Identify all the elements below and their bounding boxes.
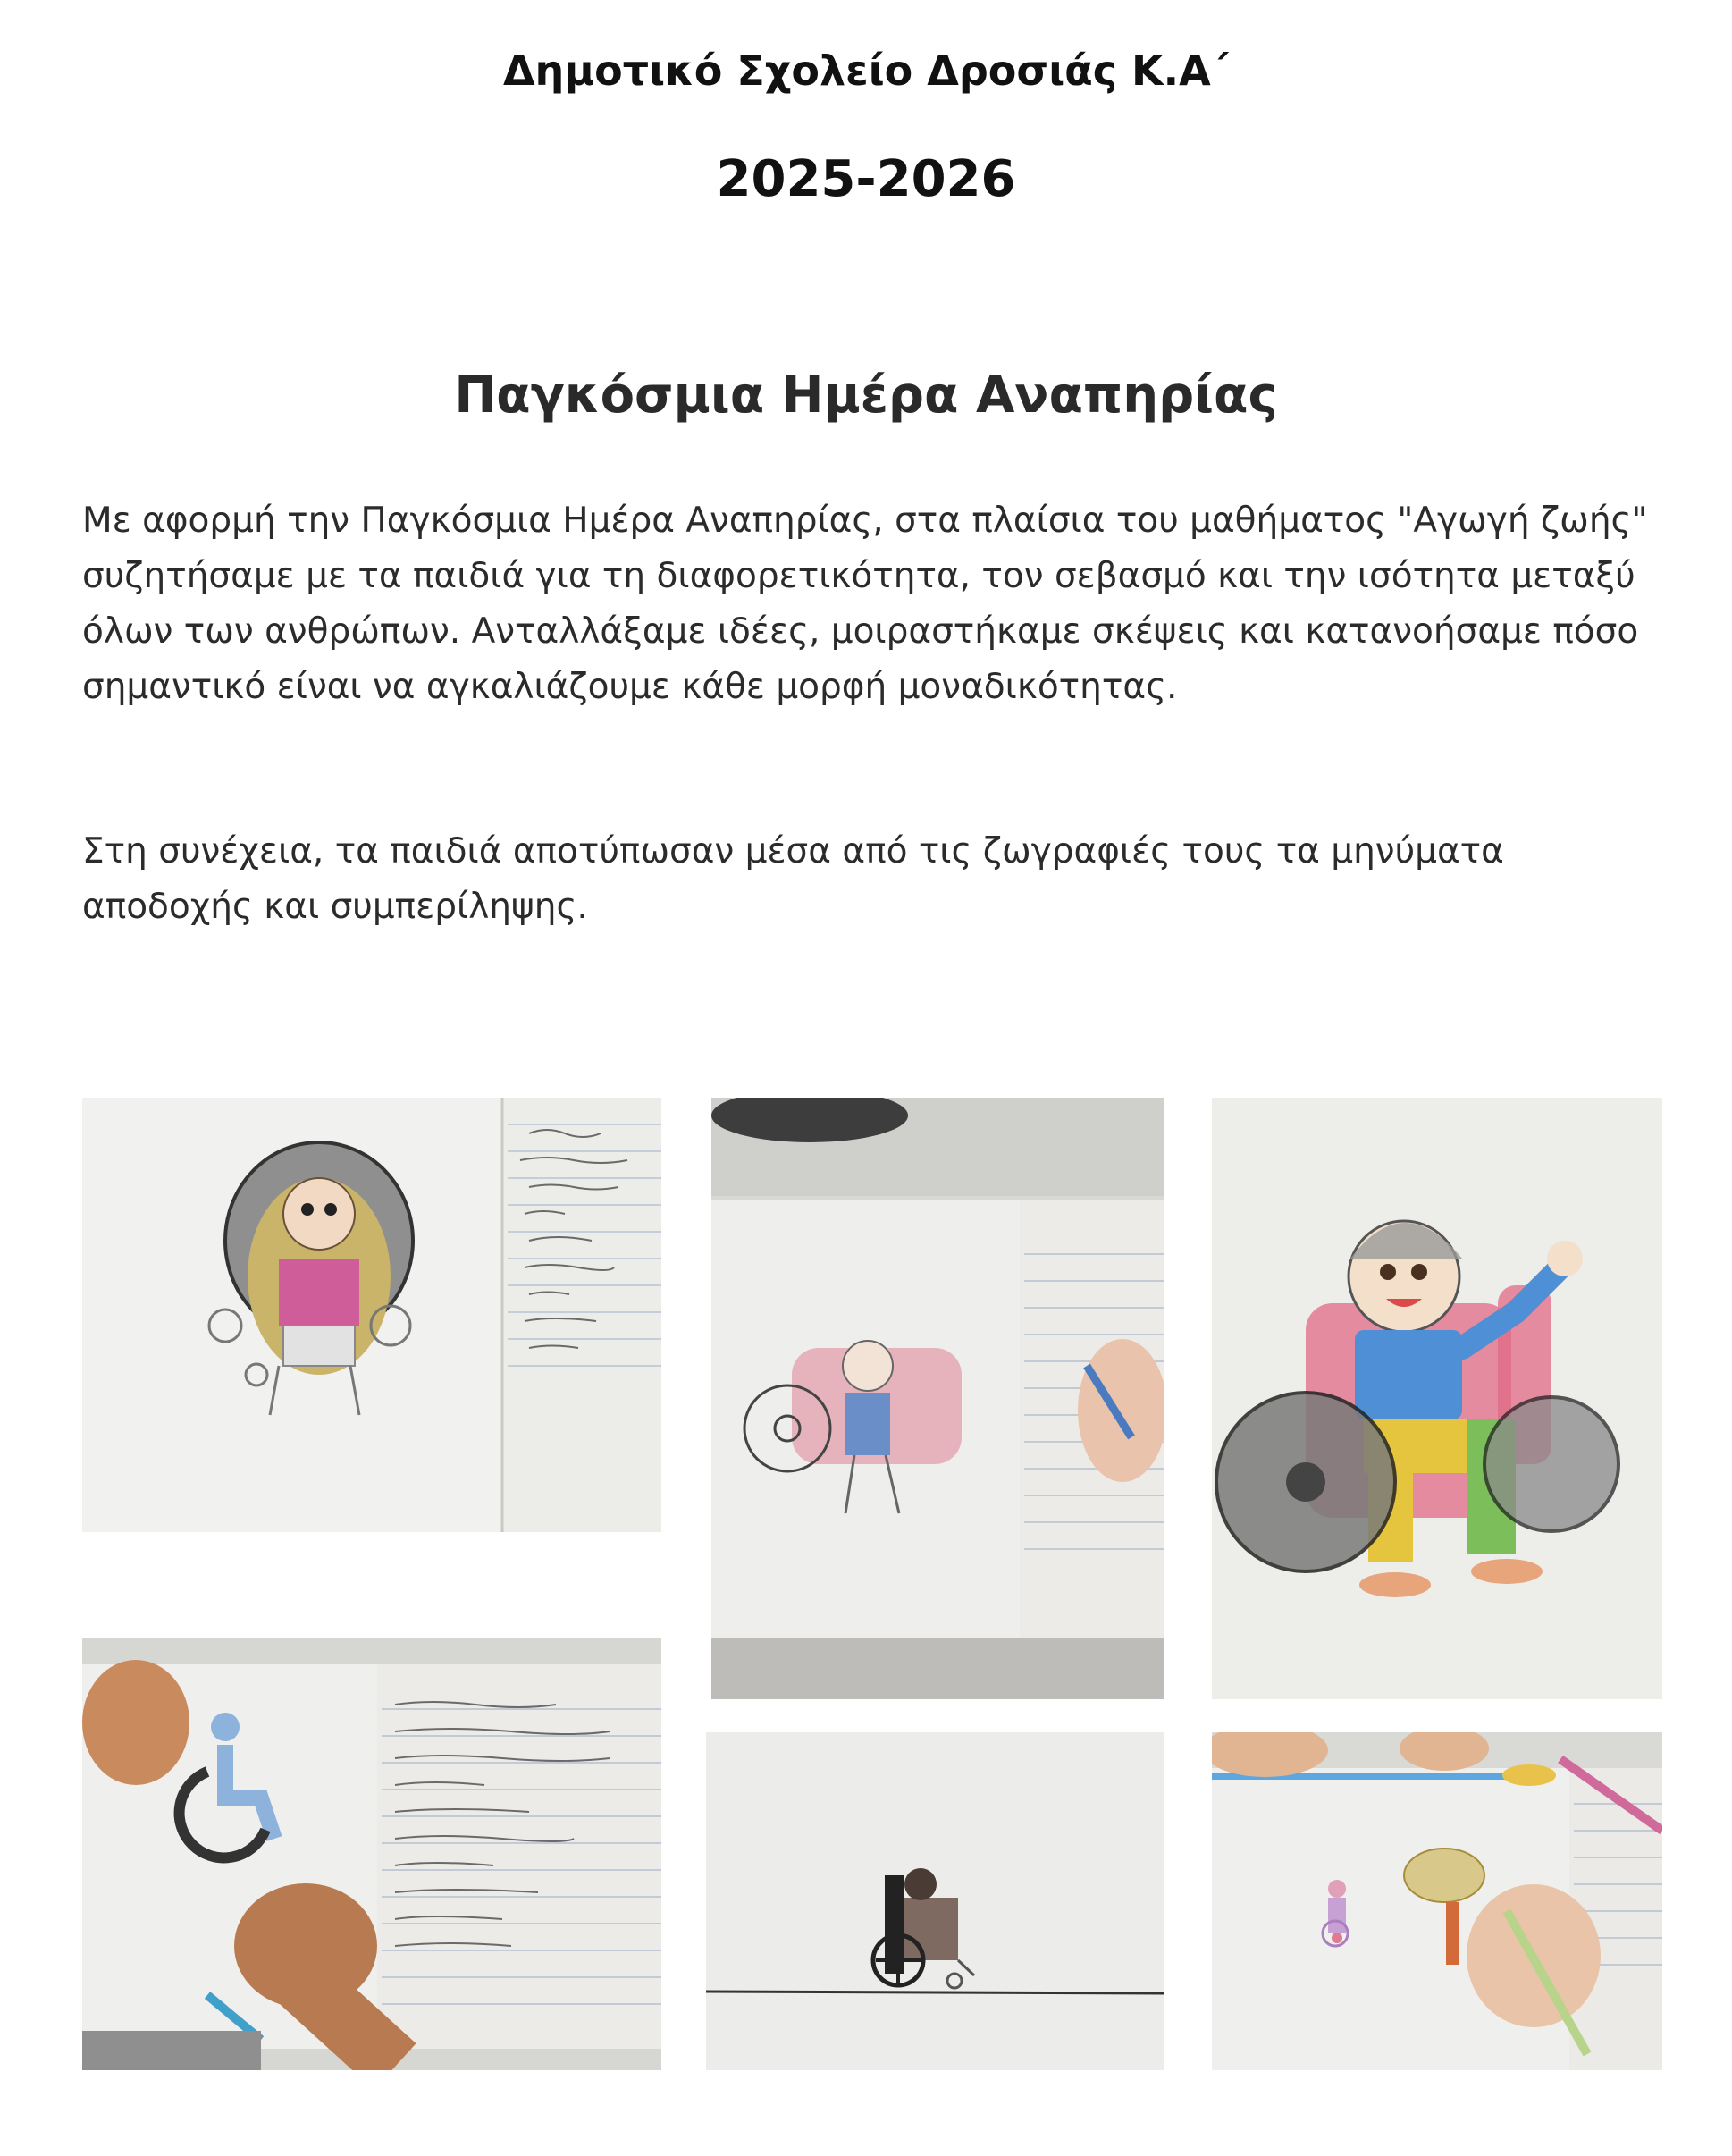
photo-wheelchair-symbol-drawing-image — [82, 1638, 661, 2070]
photo-child-drawing-wheelchair-image — [711, 1098, 1164, 1699]
drawings-paragraph: Στη συνέχεια, τα παιδιά αποτύπωσαν μέσα από τις ζωγραφιές τους τα μηνύματα αποδοχής και συμπερίληψης. — [82, 831, 1504, 927]
school-name: Δημοτικό Σχολείο Δροσιάς Κ.Α΄ — [502, 46, 1230, 95]
page-title: Παγκόσμια Ημέρα Αναπηρίας — [454, 366, 1278, 425]
photo-boy-wheelchair-drawing — [1212, 1098, 1662, 1699]
photo-child-coloring-notebook — [1212, 1732, 1662, 2070]
photo-girl-wheelchair-drawing — [82, 1098, 661, 1532]
photo-child-drawing-wheelchair — [711, 1098, 1164, 1699]
photo-girl-wheelchair-drawing-image — [82, 1098, 661, 1532]
photo-wheelchair-symbol-drawing — [82, 1638, 661, 2070]
school-year: 2025-2026 — [716, 150, 1016, 208]
photo-child-coloring-notebook-image — [1212, 1732, 1662, 2070]
intro-paragraph: Με αφορμή την Παγκόσμια Ημέρα Αναπηρίας, στα πλαίσια του μαθήματος "Αγωγή ζωής" συζητήσαμε με τα παιδιά για τη διαφορετικότητα, τον σεβασμό και την ισότητα μεταξύ όλων των ανθρώπων. Ανταλλάξαμε ιδέες, μοιραστήκαμε σκέψεις και κατανοήσαμε πόσο σημαντικό είναι να αγκαλιάζουμε κάθε μορφή μοναδικότητας. — [82, 501, 1648, 707]
photo-small-wheelchair-sketch — [706, 1732, 1164, 2070]
photo-small-wheelchair-sketch-image — [706, 1732, 1164, 2070]
photo-boy-wheelchair-drawing-image — [1212, 1098, 1662, 1699]
